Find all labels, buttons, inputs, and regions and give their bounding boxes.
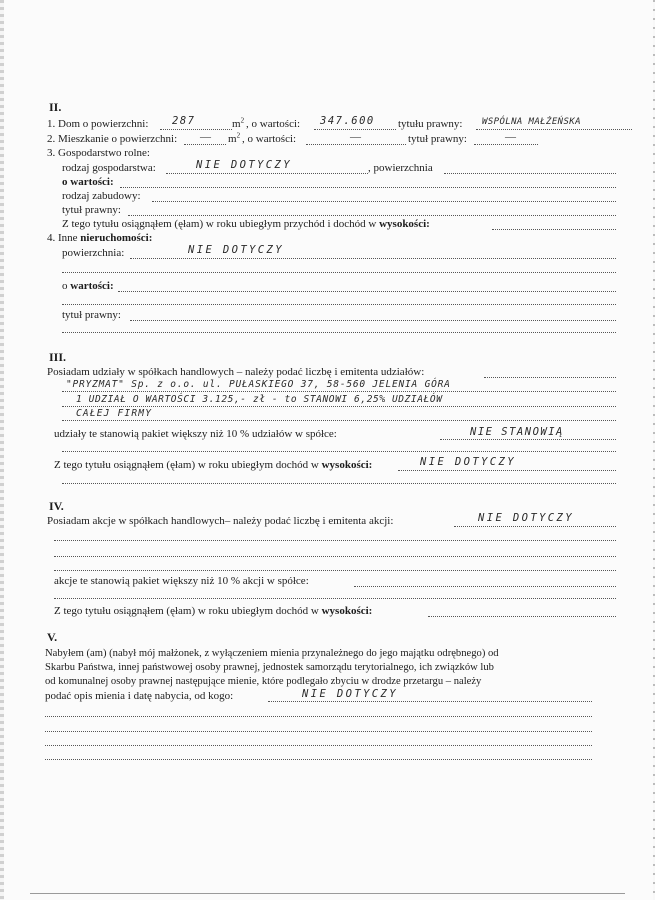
farm-value-label: o wartości: [62,176,114,188]
farm-title-label: tytuł prawny: [62,204,121,216]
farm-buildings-label: rodzaj zabudowy: [62,190,141,202]
stocks-intro-value: NIE DOTYCZY [478,512,574,524]
house-title-label: tytułu prawny: [398,118,463,130]
other-label: 4. Inne nieruchomości: [47,232,153,244]
shares-pakiet-label: udziały te stanowią pakiet większy niż 10 % udziałów w spółce: [54,428,337,440]
section-ii-title: II. [49,100,62,114]
property-line-3: od komunalnej osoby prawnej następujące mienie, które podlegało zbyciu w drodze przetargu – należy [45,676,482,687]
farm-income-label: Z tego tytułu osiągnąłem (ęłam) w roku ubiegłym przychód i dochód w wysokości: [62,218,430,230]
house-title-value: WSPÓLNA MAŁŻEŃSKA [482,117,581,127]
shares-income-label: Z tego tytułu osiągnąłem (ęłam) w roku ubiegłym dochód w wysokości: [54,459,373,471]
farm-kind-value: NIE DOTYCZY [196,159,292,171]
shares-emitent-line-3: CAŁEJ FIRMY [76,408,153,419]
flat-value-label: , o wartości: [242,133,297,145]
house-area: 287 [172,115,196,127]
section-iii-title: III. [49,350,67,364]
section-iv-title: IV. [49,499,64,513]
stocks-income-label: Z tego tytułu osiągnąłem (ęłam) w roku ubiegłym dochód w wysokości: [54,605,373,617]
other-title-label: tytuł prawny: [62,309,121,321]
farm-kind-label: rodzaj gospodarstwa: [62,162,156,174]
page-bottom-rule [30,893,625,894]
house-value: 347.600 [320,115,375,127]
shares-pakiet-value: NIE STANOWIĄ [470,426,564,438]
flat-value: — [350,131,361,143]
shares-intro: Posiadam udziały w spółkach handlowych – należy podać liczbę i emitenta udziałów: [47,366,425,378]
flat-title-label: tytuł prawny: [408,133,467,145]
flat-label: 2. Mieszkanie o powierzchni: [47,133,178,145]
house-value-label: , o wartości: [246,118,301,130]
stocks-pakiet-label: akcje te stanowią pakiet większy niż 10 % akcji w spółce: [54,575,309,587]
other-area-value: NIE DOTYCZY [188,244,284,256]
scan-left-edge [0,0,4,900]
other-value-label: o wartości: [62,280,114,292]
flat-area: — [200,131,211,143]
farm-area-label: , powierzchnia [368,162,433,174]
property-line-2: Skarbu Państwa, innej państwowej osoby prawnej, jednostek samorządu terytorialnego, ich związków lub [45,662,494,673]
shares-income-value: NIE DOTYCZY [420,456,516,468]
property-line-4-value: NIE DOTYCZY [302,688,398,700]
property-line-1: Nabyłem (am) (nabył mój małżonek, z wyłączeniem mienia przynależnego do jego majątku odrębnego) od [45,648,499,659]
other-area-label: powierzchnia: [62,247,125,259]
shares-emitent-line-1: "PRYZMAT" Sp. z o.o. ul. PUŁASKIEGO 37, 58-560 JELENIA GÓRA [66,379,451,390]
shares-emitent-line-2: 1 UDZIAŁ O WARTOŚCI 3.125,- zł - to STANOWI 6,25% UDZIAŁÓW [76,394,443,405]
house-label: 1. Dom o powierzchni: [47,118,149,130]
flat-title-value: — [505,131,516,143]
farm-label: 3. Gospodarstwo rolne: [47,147,150,159]
property-line-4-label: podać opis mienia i datę nabycia, od kogo: [45,690,234,702]
flat-unit: $m^2$ [228,131,241,145]
house-unit: $m^2$ [232,116,245,130]
stocks-intro: Posiadam akcje w spółkach handlowych– należy podać liczbę i emitenta akcji: [47,515,394,527]
section-v-title: V. [47,630,58,644]
